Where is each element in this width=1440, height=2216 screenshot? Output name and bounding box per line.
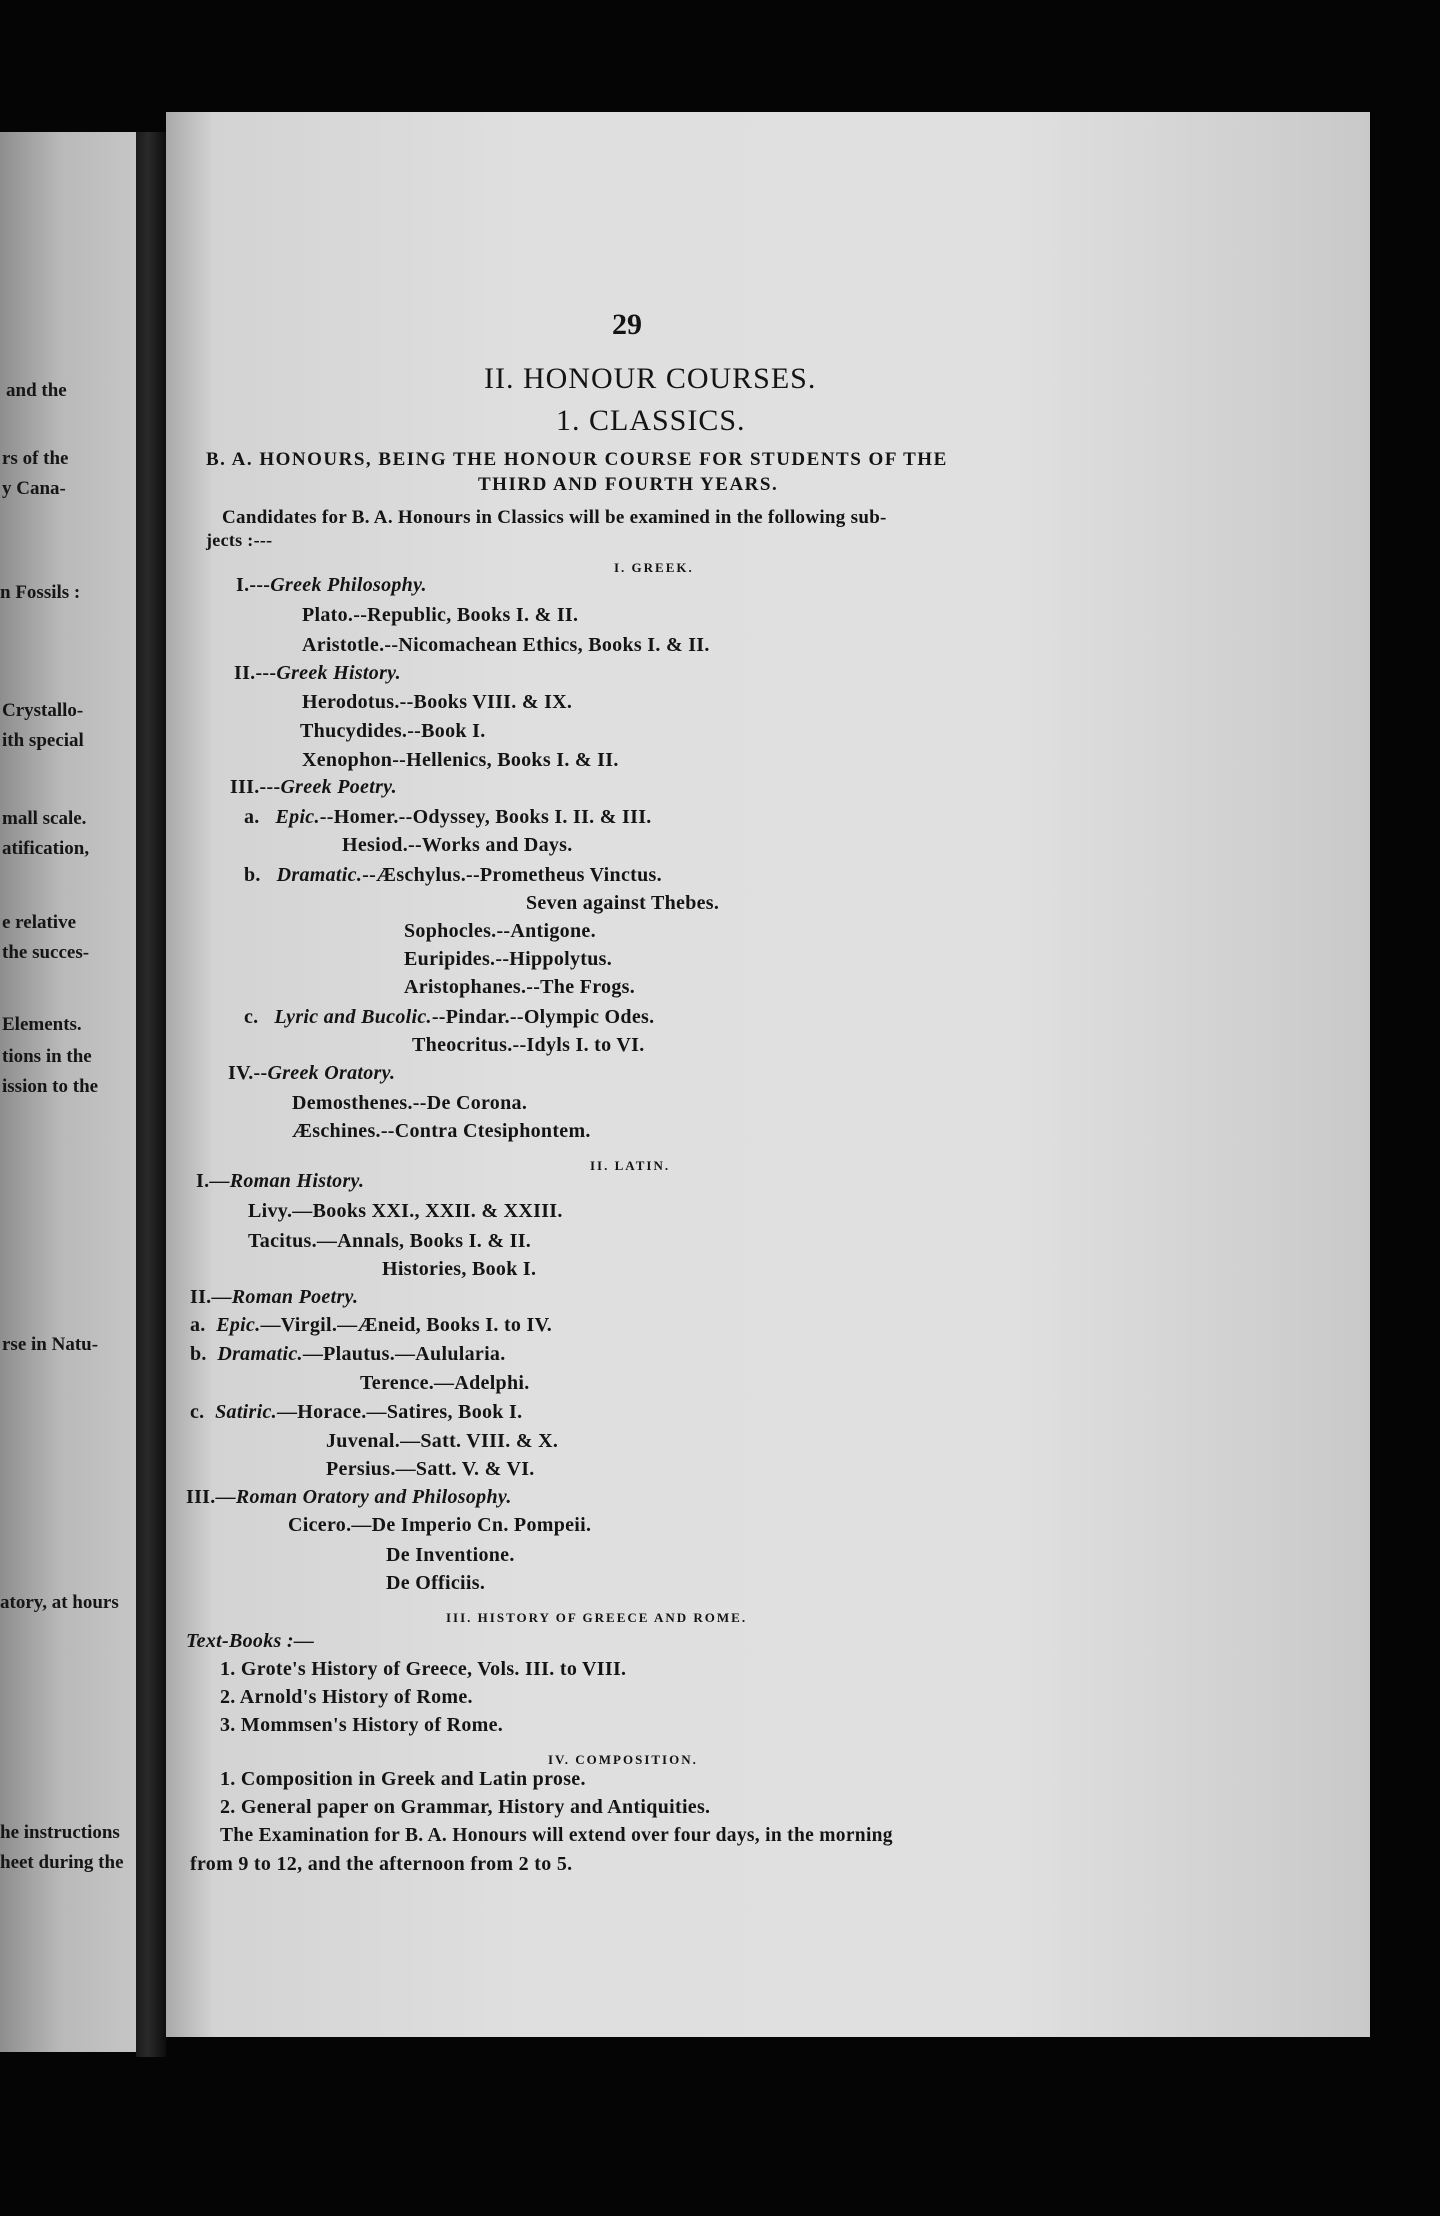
intro-text: Candidates for B. A. Honours in Classics will be examined in the following sub- — [222, 507, 887, 528]
left-page-line: heet during the — [0, 1852, 124, 1873]
course-item: Demosthenes.--De Corona. — [292, 1092, 528, 1114]
left-page-line: Crystallo- — [2, 700, 84, 721]
composition-item: 2. General paper on Grammar, History and Antiquities. — [220, 1796, 711, 1818]
course-item: b. Dramatic.—Plautus.—Aulularia. — [190, 1343, 506, 1365]
page-number: 29 — [612, 308, 642, 341]
section-title: 1. CLASSICS. — [556, 404, 746, 437]
course-item: Xenophon--Hellenics, Books I. & II. — [302, 749, 619, 771]
section-heading: IV. COMPOSITION. — [548, 1752, 698, 1767]
heading-line: THIRD AND FOURTH YEARS. — [478, 474, 779, 495]
left-page-line: Elements. — [2, 1014, 82, 1035]
course-item: Hesiod.--Works and Days. — [342, 834, 573, 856]
course-item: Plato.--Republic, Books I. & II. — [302, 604, 579, 626]
course-item: Herodotus.--Books VIII. & IX. — [302, 691, 573, 713]
course-item: c. Satiric.—Horace.—Satires, Book I. — [190, 1401, 523, 1423]
course-item: Aristophanes.--The Frogs. — [404, 976, 636, 998]
course-item: a. Epic.—Virgil.—Æneid, Books I. to IV. — [190, 1314, 553, 1336]
left-page-line: rse in Natu- — [2, 1334, 99, 1355]
course-item: a. Epic.--Homer.--Odyssey, Books I. II. & III. — [244, 806, 652, 828]
left-page-line: atification, — [2, 838, 90, 859]
course-item: Cicero.—De Imperio Cn. Pompeii. — [288, 1514, 592, 1536]
textbook-item: 2. Arnold's History of Rome. — [220, 1686, 473, 1708]
closing-text: The Examination for B. A. Honours will extend over four days, in the morning — [220, 1825, 893, 1846]
course-heading: IV.--Greek Oratory. — [228, 1062, 396, 1084]
course-item: Æschines.--Contra Ctesiphontem. — [292, 1120, 591, 1142]
course-item: Seven against Thebes. — [526, 892, 720, 914]
course-item: Theocritus.--Idyls I. to VI. — [412, 1034, 645, 1056]
course-item: Tacitus.—Annals, Books I. & II. — [248, 1230, 532, 1252]
left-page-line: the succes- — [2, 942, 90, 963]
closing-text: from 9 to 12, and the afternoon from 2 to 5. — [190, 1853, 573, 1875]
course-heading: II.---Greek History. — [234, 662, 401, 684]
heading-line: B. A. HONOURS, BEING THE HONOUR COURSE FOR STUDENTS OF THE — [206, 449, 948, 470]
course-item: Persius.—Satt. V. & VI. — [326, 1458, 535, 1480]
page-title: II. HONOUR COURSES. — [484, 362, 817, 395]
left-page-line: y Cana- — [2, 478, 66, 499]
section-heading: I. GREEK. — [614, 560, 694, 575]
course-item: Terence.—Adelphi. — [360, 1372, 530, 1394]
textbook-item: 1. Grote's History of Greece, Vols. III. to VIII. — [220, 1658, 627, 1680]
book-spine — [136, 132, 166, 2057]
course-heading: I.—Roman History. — [196, 1170, 365, 1192]
left-page-line: e relative — [2, 912, 77, 933]
course-item: c. Lyric and Bucolic.--Pindar.--Olympic Odes. — [244, 1006, 655, 1028]
course-item: Livy.—Books XXI., XXII. & XXIII. — [248, 1200, 563, 1222]
course-heading: III.---Greek Poetry. — [230, 776, 397, 798]
left-page-line: atory, at hours — [0, 1592, 119, 1613]
course-item: Thucydides.--Book I. — [300, 720, 486, 742]
left-page-line: he instructions — [0, 1822, 120, 1843]
course-heading: II.—Roman Poetry. — [190, 1286, 359, 1308]
left-page-line: n Fossils : — [0, 582, 81, 603]
left-page-line: ith special — [2, 730, 84, 751]
course-item: Histories, Book I. — [382, 1258, 537, 1280]
course-heading: III.—Roman Oratory and Philosophy. — [186, 1486, 512, 1508]
intro-text: jects :--- — [206, 530, 273, 550]
section-heading: II. LATIN. — [590, 1158, 671, 1173]
course-item: Sophocles.--Antigone. — [404, 920, 596, 942]
left-page-line: mall scale. — [2, 808, 87, 829]
course-item: Aristotle.--Nicomachean Ethics, Books I. & II. — [302, 634, 710, 656]
left-page-line: ission to the — [2, 1076, 99, 1097]
course-item: Juvenal.—Satt. VIII. & X. — [326, 1430, 559, 1452]
composition-item: 1. Composition in Greek and Latin prose. — [220, 1768, 586, 1790]
course-heading: I.---Greek Philosophy. — [236, 574, 427, 596]
left-page-line: tions in the — [2, 1046, 92, 1067]
course-item: b. Dramatic.--Æschylus.--Prometheus Vinctus. — [244, 864, 662, 886]
course-item: De Officiis. — [386, 1572, 486, 1594]
section-heading: III. HISTORY OF GREECE AND ROME. — [446, 1610, 748, 1625]
left-page-line: rs of the — [2, 448, 69, 469]
course-item: De Inventione. — [386, 1544, 515, 1566]
course-item: Euripides.--Hippolytus. — [404, 948, 613, 970]
left-page-fragment — [0, 132, 136, 2052]
left-page-line: and the — [6, 380, 67, 401]
textbook-item: 3. Mommsen's History of Rome. — [220, 1714, 504, 1736]
textbooks-label: Text-Books :— — [186, 1630, 315, 1652]
